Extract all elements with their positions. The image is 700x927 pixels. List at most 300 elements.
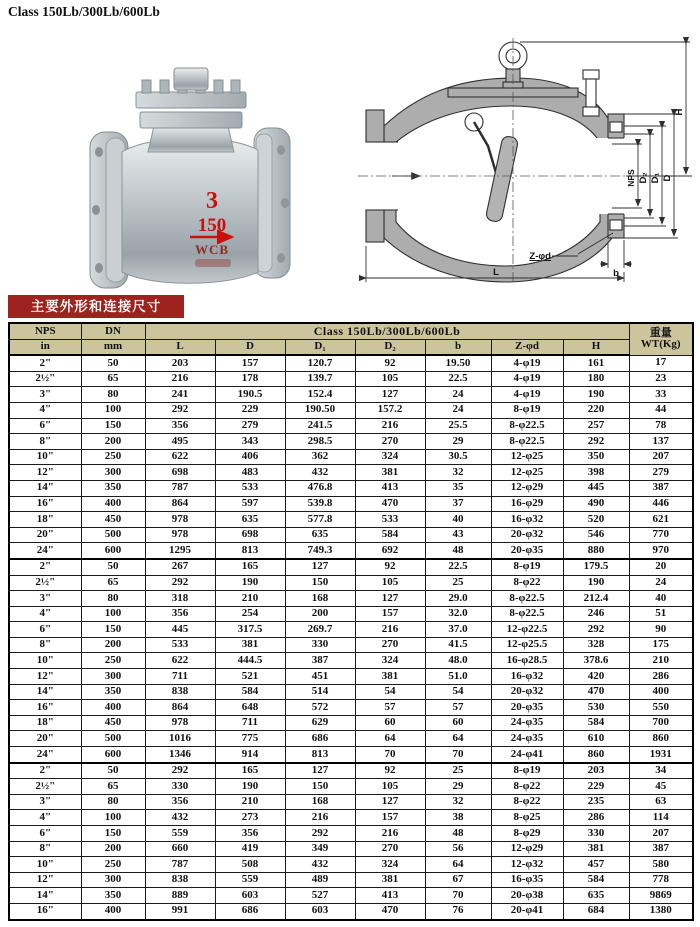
cell: 864 <box>145 496 215 512</box>
section-banner: 主要外形和连接尺寸 <box>8 295 184 318</box>
cell: 80 <box>81 387 145 403</box>
cell: 241 <box>145 387 215 403</box>
dimension-label-zphid: Z-φd <box>529 251 551 262</box>
cell: 432 <box>285 857 355 873</box>
cell: 8-φ22 <box>491 794 563 810</box>
cell: 105 <box>355 779 425 795</box>
cell: 527 <box>285 888 355 904</box>
cell: 450 <box>81 715 145 731</box>
cell: 229 <box>215 402 285 418</box>
cell: 8" <box>9 434 81 450</box>
cell: 37 <box>425 496 491 512</box>
cell: 207 <box>629 449 693 465</box>
cell: 324 <box>355 857 425 873</box>
cell: 165 <box>215 763 285 779</box>
cell: 12-φ25.5 <box>491 637 563 653</box>
cell: 8-φ22.5 <box>491 591 563 607</box>
cell: 20" <box>9 527 81 543</box>
cell: 356 <box>145 606 215 622</box>
bonnet-cap <box>174 68 208 90</box>
cell: 521 <box>215 669 285 685</box>
header-col-b: b <box>425 339 491 355</box>
cell: 114 <box>629 810 693 826</box>
cell: 533 <box>145 637 215 653</box>
cell: 864 <box>145 700 215 716</box>
cell: 400 <box>629 684 693 700</box>
cell: 775 <box>215 731 285 747</box>
cell: 1931 <box>629 747 693 763</box>
cell: 381 <box>355 465 425 481</box>
cell: 279 <box>629 465 693 481</box>
cell: 70 <box>355 747 425 763</box>
table-row <box>9 387 693 403</box>
table-row <box>9 402 693 418</box>
dimension-table-body <box>9 355 693 919</box>
cell: 24 <box>629 575 693 591</box>
cell: 8-φ22.5 <box>491 418 563 434</box>
cell: 203 <box>563 763 629 779</box>
cell: 749.3 <box>285 543 355 559</box>
cell: 356 <box>215 826 285 842</box>
cell: 4" <box>9 606 81 622</box>
dimension-label-b: b <box>613 268 619 279</box>
cell: 406 <box>215 449 285 465</box>
table-row <box>9 527 693 543</box>
cell: 387 <box>629 841 693 857</box>
cell: 660 <box>145 841 215 857</box>
table-header-row-1 <box>9 323 693 339</box>
cell: 157.2 <box>355 402 425 418</box>
cell: 600 <box>81 747 145 763</box>
cell: 12-φ29 <box>491 480 563 496</box>
table-row <box>9 810 693 826</box>
cell: 635 <box>215 512 285 528</box>
cell: 235 <box>563 794 629 810</box>
cell: 179.5 <box>563 559 629 575</box>
foundry-mark <box>195 259 231 267</box>
header-col-d2: D₂ <box>355 339 425 355</box>
cell: 65 <box>81 779 145 795</box>
cell: 4-φ19 <box>491 355 563 371</box>
cell: 216 <box>355 622 425 638</box>
table-row <box>9 888 693 904</box>
cell: 546 <box>563 527 629 543</box>
cell: 24" <box>9 543 81 559</box>
cell: 34 <box>629 763 693 779</box>
cell: 22.5 <box>425 371 491 387</box>
table-header-row-2 <box>9 339 693 355</box>
cell: 165 <box>215 559 285 575</box>
cell: 711 <box>145 669 215 685</box>
cell: 8-φ19 <box>491 402 563 418</box>
cell: 16-φ32 <box>491 512 563 528</box>
cell: 350 <box>81 480 145 496</box>
cell: 444.5 <box>215 653 285 669</box>
cell: 12-φ22.5 <box>491 622 563 638</box>
cell: 246 <box>563 606 629 622</box>
cell: 157 <box>355 810 425 826</box>
cell: 860 <box>629 731 693 747</box>
cell: 692 <box>355 543 425 559</box>
table-row <box>9 841 693 857</box>
table-row <box>9 684 693 700</box>
cell: 127 <box>355 387 425 403</box>
table-row <box>9 575 693 591</box>
table-row <box>9 857 693 873</box>
cell: 16-φ35 <box>491 872 563 888</box>
cell: 559 <box>145 826 215 842</box>
cell: 530 <box>563 700 629 716</box>
cell: 880 <box>563 543 629 559</box>
cell: 80 <box>81 794 145 810</box>
cell: 292 <box>145 763 215 779</box>
header-dn: DN <box>81 323 145 339</box>
cell: 603 <box>285 903 355 919</box>
cell: 300 <box>81 669 145 685</box>
cell: 20-φ41 <box>491 903 563 919</box>
cell: 120.7 <box>285 355 355 371</box>
table-row <box>9 591 693 607</box>
cell: 356 <box>145 418 215 434</box>
cell: 400 <box>81 700 145 716</box>
cell: 12-φ32 <box>491 857 563 873</box>
table-row <box>9 653 693 669</box>
cell: 50 <box>81 763 145 779</box>
cell: 20-φ32 <box>491 527 563 543</box>
cell: 381 <box>355 669 425 685</box>
cell: 127 <box>285 763 355 779</box>
cell: 10" <box>9 857 81 873</box>
cell: 580 <box>629 857 693 873</box>
cell: 914 <box>215 747 285 763</box>
marking-class: 150 <box>197 215 227 236</box>
cell: 350 <box>81 888 145 904</box>
cell: 41.5 <box>425 637 491 653</box>
cell: 978 <box>145 527 215 543</box>
cell: 33 <box>629 387 693 403</box>
cell: 328 <box>563 637 629 653</box>
cell: 629 <box>285 715 355 731</box>
valve-drawing-svg <box>356 26 700 292</box>
cell: 16" <box>9 496 81 512</box>
cell: 970 <box>629 543 693 559</box>
cell: 48.0 <box>425 653 491 669</box>
cell: 24" <box>9 747 81 763</box>
cell: 229 <box>563 779 629 795</box>
cell: 200 <box>81 434 145 450</box>
cell: 1295 <box>145 543 215 559</box>
cell: 25 <box>425 575 491 591</box>
cell: 635 <box>285 527 355 543</box>
cell: 400 <box>81 496 145 512</box>
cell: 23 <box>629 371 693 387</box>
cell: 14" <box>9 684 81 700</box>
cell: 150 <box>81 826 145 842</box>
cell: 2" <box>9 355 81 371</box>
cell: 476.8 <box>285 480 355 496</box>
cell: 250 <box>81 857 145 873</box>
cell: 413 <box>355 888 425 904</box>
cell: 838 <box>145 684 215 700</box>
table-row <box>9 480 693 496</box>
cell: 450 <box>81 512 145 528</box>
cell: 324 <box>355 449 425 465</box>
cell: 241.5 <box>285 418 355 434</box>
cell: 572 <box>285 700 355 716</box>
cell: 216 <box>355 826 425 842</box>
cell: 1346 <box>145 747 215 763</box>
cell: 67 <box>425 872 491 888</box>
cell: 2" <box>9 559 81 575</box>
cell: 584 <box>563 715 629 731</box>
cell: 100 <box>81 402 145 418</box>
cell: 190 <box>215 779 285 795</box>
cell: 978 <box>145 715 215 731</box>
cell: 270 <box>355 637 425 653</box>
cell: 16" <box>9 903 81 919</box>
cell: 838 <box>145 872 215 888</box>
cell: 648 <box>215 700 285 716</box>
cell: 19.50 <box>425 355 491 371</box>
cell: 168 <box>285 794 355 810</box>
cell: 600 <box>81 543 145 559</box>
cell: 14" <box>9 888 81 904</box>
cell: 152.4 <box>285 387 355 403</box>
cell: 29 <box>425 779 491 795</box>
cell: 207 <box>629 826 693 842</box>
cell: 24-φ35 <box>491 731 563 747</box>
dimension-label-d1: D₁ <box>650 172 661 184</box>
cell: 57 <box>355 700 425 716</box>
cell: 220 <box>563 402 629 418</box>
cell: 432 <box>145 810 215 826</box>
cell: 6" <box>9 418 81 434</box>
cell: 139.7 <box>285 371 355 387</box>
cell: 324 <box>355 653 425 669</box>
cell: 40 <box>425 512 491 528</box>
cell: 150 <box>285 575 355 591</box>
cell: 559 <box>215 872 285 888</box>
cell: 216 <box>285 810 355 826</box>
cell: 991 <box>145 903 215 919</box>
table-row <box>9 669 693 685</box>
cell: 24 <box>425 402 491 418</box>
cell: 16-φ28.5 <box>491 653 563 669</box>
cell: 210 <box>215 794 285 810</box>
cell: 51 <box>629 606 693 622</box>
cell: 711 <box>215 715 285 731</box>
table-row <box>9 622 693 638</box>
cell: 18" <box>9 512 81 528</box>
cell: 292 <box>145 402 215 418</box>
cell: 60 <box>425 715 491 731</box>
cell: 400 <box>81 903 145 919</box>
cell: 350 <box>563 449 629 465</box>
cell: 65 <box>81 575 145 591</box>
cell: 24 <box>425 387 491 403</box>
marking-size: 3 <box>206 188 218 214</box>
cell: 330 <box>563 826 629 842</box>
cell: 92 <box>355 763 425 779</box>
cell: 161 <box>563 355 629 371</box>
cell: 4-φ19 <box>491 371 563 387</box>
dimension-label-nps: NPS <box>626 169 636 187</box>
cell: 20-φ38 <box>491 888 563 904</box>
cell: 577.8 <box>285 512 355 528</box>
cell: 63 <box>629 794 693 810</box>
cell: 610 <box>563 731 629 747</box>
table-row <box>9 700 693 716</box>
cell: 3" <box>9 387 81 403</box>
cell: 381 <box>215 637 285 653</box>
cell: 54 <box>355 684 425 700</box>
table-row <box>9 559 693 575</box>
cell: 978 <box>145 512 215 528</box>
cell: 12" <box>9 669 81 685</box>
cell: 45 <box>629 779 693 795</box>
table-row <box>9 606 693 622</box>
cell: 470 <box>355 496 425 512</box>
cell: 29.0 <box>425 591 491 607</box>
cell: 603 <box>215 888 285 904</box>
table-row <box>9 731 693 747</box>
cell: 539.8 <box>285 496 355 512</box>
dimension-label-l: L <box>493 267 499 278</box>
cell: 12-φ25 <box>491 449 563 465</box>
cell: 65 <box>81 371 145 387</box>
valve-photo-svg <box>62 40 320 292</box>
cell: 4-φ19 <box>491 387 563 403</box>
cell: 500 <box>81 527 145 543</box>
cell: 1016 <box>145 731 215 747</box>
cell: 8-φ19 <box>491 559 563 575</box>
cell: 190 <box>563 575 629 591</box>
cell: 168 <box>285 591 355 607</box>
cell: 12-φ25 <box>491 465 563 481</box>
cell: 584 <box>215 684 285 700</box>
cell: 330 <box>145 779 215 795</box>
cell: 387 <box>285 653 355 669</box>
right-flange <box>254 128 290 278</box>
cell: 279 <box>215 418 285 434</box>
cell: 4" <box>9 402 81 418</box>
cell: 398 <box>563 465 629 481</box>
cell: 787 <box>145 857 215 873</box>
cell: 157 <box>355 606 425 622</box>
cell: 770 <box>629 527 693 543</box>
cell: 514 <box>285 684 355 700</box>
cell: 127 <box>285 559 355 575</box>
cell: 445 <box>563 480 629 496</box>
cell: 2½" <box>9 779 81 795</box>
cell: 212.4 <box>563 591 629 607</box>
header-weight-cn: 重量 <box>649 326 672 339</box>
cell: 14" <box>9 480 81 496</box>
cell: 298.5 <box>285 434 355 450</box>
cell: 127 <box>355 794 425 810</box>
cell: 446 <box>629 496 693 512</box>
table-row <box>9 449 693 465</box>
cell: 200 <box>81 841 145 857</box>
cell: 37.0 <box>425 622 491 638</box>
cell: 92 <box>355 559 425 575</box>
cell: 8-φ22.5 <box>491 434 563 450</box>
cell: 43 <box>425 527 491 543</box>
valve-body <box>122 138 258 283</box>
cell: 90 <box>629 622 693 638</box>
cell: 8-φ19 <box>491 763 563 779</box>
cell: 550 <box>629 700 693 716</box>
cell: 533 <box>355 512 425 528</box>
cell: 105 <box>355 575 425 591</box>
cell: 381 <box>563 841 629 857</box>
cell: 137 <box>629 434 693 450</box>
cell: 50 <box>81 559 145 575</box>
cell: 18" <box>9 715 81 731</box>
cell: 387 <box>629 480 693 496</box>
table-row <box>9 371 693 387</box>
cell: 381 <box>355 872 425 888</box>
cell: 292 <box>563 622 629 638</box>
cell: 419 <box>215 841 285 857</box>
cell: 300 <box>81 872 145 888</box>
cell: 470 <box>563 684 629 700</box>
cell: 16-φ29 <box>491 496 563 512</box>
cell: 457 <box>563 857 629 873</box>
cell: 420 <box>563 669 629 685</box>
table-row <box>9 434 693 450</box>
cell: 2" <box>9 763 81 779</box>
cell: 51.0 <box>425 669 491 685</box>
cell: 778 <box>629 872 693 888</box>
cell: 250 <box>81 653 145 669</box>
cell: 20-φ35 <box>491 700 563 716</box>
cell: 584 <box>563 872 629 888</box>
cell: 250 <box>81 449 145 465</box>
cell: 60 <box>355 715 425 731</box>
cell: 76 <box>425 903 491 919</box>
table-row <box>9 903 693 919</box>
cell: 32.0 <box>425 606 491 622</box>
cell: 2½" <box>9 371 81 387</box>
table-row <box>9 826 693 842</box>
cell: 203 <box>145 355 215 371</box>
cell: 190 <box>215 575 285 591</box>
cell: 8-φ22.5 <box>491 606 563 622</box>
dimension-label-d2: D₂ <box>638 172 649 184</box>
table-row <box>9 794 693 810</box>
cell: 16" <box>9 700 81 716</box>
cell: 273 <box>215 810 285 826</box>
cell: 32 <box>425 794 491 810</box>
header-nps: NPS <box>9 323 81 339</box>
cell: 210 <box>215 591 285 607</box>
cell: 190.5 <box>215 387 285 403</box>
cell: 451 <box>285 669 355 685</box>
table-row <box>9 715 693 731</box>
cell: 20" <box>9 731 81 747</box>
table-row <box>9 747 693 763</box>
cell: 200 <box>285 606 355 622</box>
cell: 9869 <box>629 888 693 904</box>
cell: 684 <box>563 903 629 919</box>
cell: 56 <box>425 841 491 857</box>
cell: 17 <box>629 355 693 371</box>
cell: 180 <box>563 371 629 387</box>
dimension-label-h: H <box>674 108 685 116</box>
cell: 500 <box>81 731 145 747</box>
cell: 254 <box>215 606 285 622</box>
